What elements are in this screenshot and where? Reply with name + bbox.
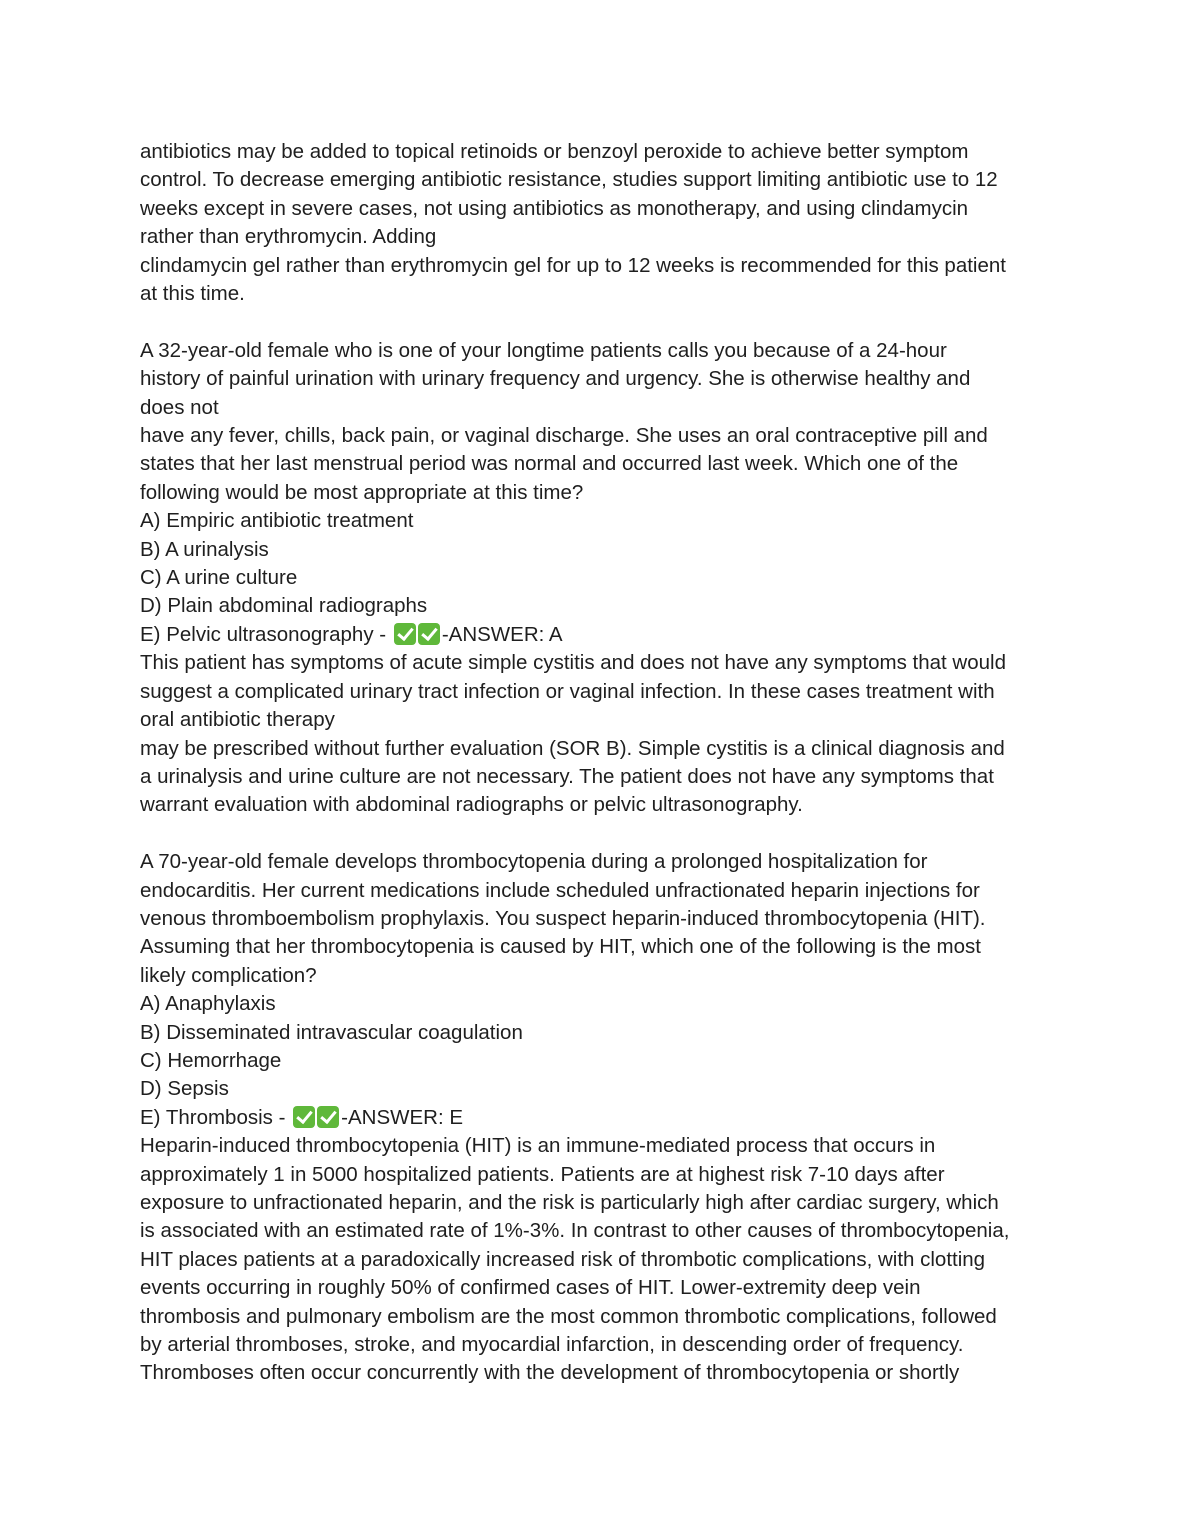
text-line: A 32-year-old female who is one of your longtime patients calls you because of a 24-hour [140,338,947,362]
text-line: likely complication? [140,963,317,987]
option-e [140,1104,1060,1132]
text-line: Assuming that her thrombocytopenia is caused by HIT, which one of the following is the most [140,935,981,959]
text-line: oral antibiotic therapy [140,708,335,732]
text-line: HIT places patients at a paradoxically increased risk of thrombotic complications, with clotting [140,1247,986,1271]
text-line: events occurring in roughly 50% of confirmed cases of HIT. Lower-extremity deep vein [140,1276,921,1300]
text-line: at this time. [140,282,245,306]
text-line: following would be most appropriate at this time? [140,480,584,504]
text-line: rather than erythromycin. Adding [140,225,437,249]
paragraph-gap [140,820,1060,848]
answer-explanation [140,1132,1060,1388]
text-line: a urinalysis and urine culture are not necessary. The patient does not have any symptoms that [140,764,994,788]
question-stem [140,337,1060,507]
option-b: B) Disseminated intravascular coagulation [140,1020,523,1044]
text-line: is associated with an estimated rate of 1%-3%. In contrast to other causes of thrombocytopenia, [140,1219,1010,1243]
answer-explanation [140,649,1060,819]
explanation-continuation [140,138,1060,308]
text-line: states that her last menstrual period was normal and occurred last week. Which one of the [140,452,959,476]
option-d: D) Plain abdominal radiographs [140,594,428,618]
check-mark-icon [394,623,416,645]
answer-options [140,507,1060,649]
option-e-label: E) Pelvic ultrasonography - [140,622,392,646]
text-line: Thromboses often occur concurrently with the development of thrombocytopenia or shortly [140,1361,960,1385]
option-b: B) A urinalysis [140,537,269,561]
text-line: warrant evaluation with abdominal radiographs or pelvic ultrasonography. [140,793,803,817]
text-line: have any fever, chills, back pain, or vaginal discharge. She uses an oral contraceptive pill and [140,424,988,448]
option-c: C) A urine culture [140,566,298,590]
answer-checkmarks [293,1104,341,1132]
text-line: may be prescribed without further evaluation (SOR B). Simple cystitis is a clinical diagnosis and [140,736,1005,760]
text-line: venous thromboembolism prophylaxis. You suspect heparin-induced thrombocytopenia (HIT). [140,906,986,930]
answer-checkmarks [394,621,442,649]
question-uti [140,337,1060,820]
check-mark-icon [317,1106,339,1128]
text-line: control. To decrease emerging antibiotic resistance, studies support limiting antibiotic use to 12 [140,168,998,192]
paragraph-gap [140,308,1060,336]
option-a: A) Empiric antibiotic treatment [140,509,414,533]
text-line: history of painful urination with urinary frequency and urgency. She is otherwise healthy and [140,367,971,391]
document-page [140,138,1060,1388]
answer-options [140,990,1060,1132]
text-line: weeks except in severe cases, not using antibiotics as monotherapy, and using clindamycin [140,196,969,220]
question-stem [140,848,1060,990]
question-hit [140,848,1060,1388]
text-line: Heparin-induced thrombocytopenia (HIT) is an immune-mediated process that occurs in [140,1134,936,1158]
text-line: clindamycin gel rather than erythromycin gel for up to 12 weeks is recommended for this patient [140,253,1006,277]
check-mark-icon [418,623,440,645]
option-e-label: E) Thrombosis - [140,1105,292,1129]
answer-label: -ANSWER: E [341,1105,464,1129]
text-line: endocarditis. Her current medications include scheduled unfractionated heparin injections for [140,878,980,902]
text-line: thrombosis and pulmonary embolism are the most common thrombotic complications, followed [140,1304,997,1328]
text-line: exposure to unfractionated heparin, and the risk is particularly high after cardiac surgery, which [140,1191,999,1214]
text-line: A 70-year-old female develops thrombocytopenia during a prolonged hospitalization for [140,850,928,874]
check-mark-icon [293,1106,315,1128]
text-line: antibiotics may be added to topical retinoids or benzoyl peroxide to achieve better symptom [140,140,969,163]
text-line: by arterial thromboses, stroke, and myocardial infarction, in descending order of frequency. [140,1333,964,1357]
text-line: approximately 1 in 5000 hospitalized patients. Patients are at highest risk 7-10 days after [140,1162,945,1186]
answer-label: -ANSWER: A [441,622,563,646]
text-line: does not [140,395,219,419]
option-d: D) Sepsis [140,1077,229,1101]
option-a: A) Anaphylaxis [140,992,276,1016]
option-e [140,621,1060,649]
option-c: C) Hemorrhage [140,1048,282,1072]
text-line: suggest a complicated urinary tract infection or vaginal infection. In these cases treatment with [140,679,995,703]
text-line: This patient has symptoms of acute simple cystitis and does not have any symptoms that would [140,651,1006,675]
